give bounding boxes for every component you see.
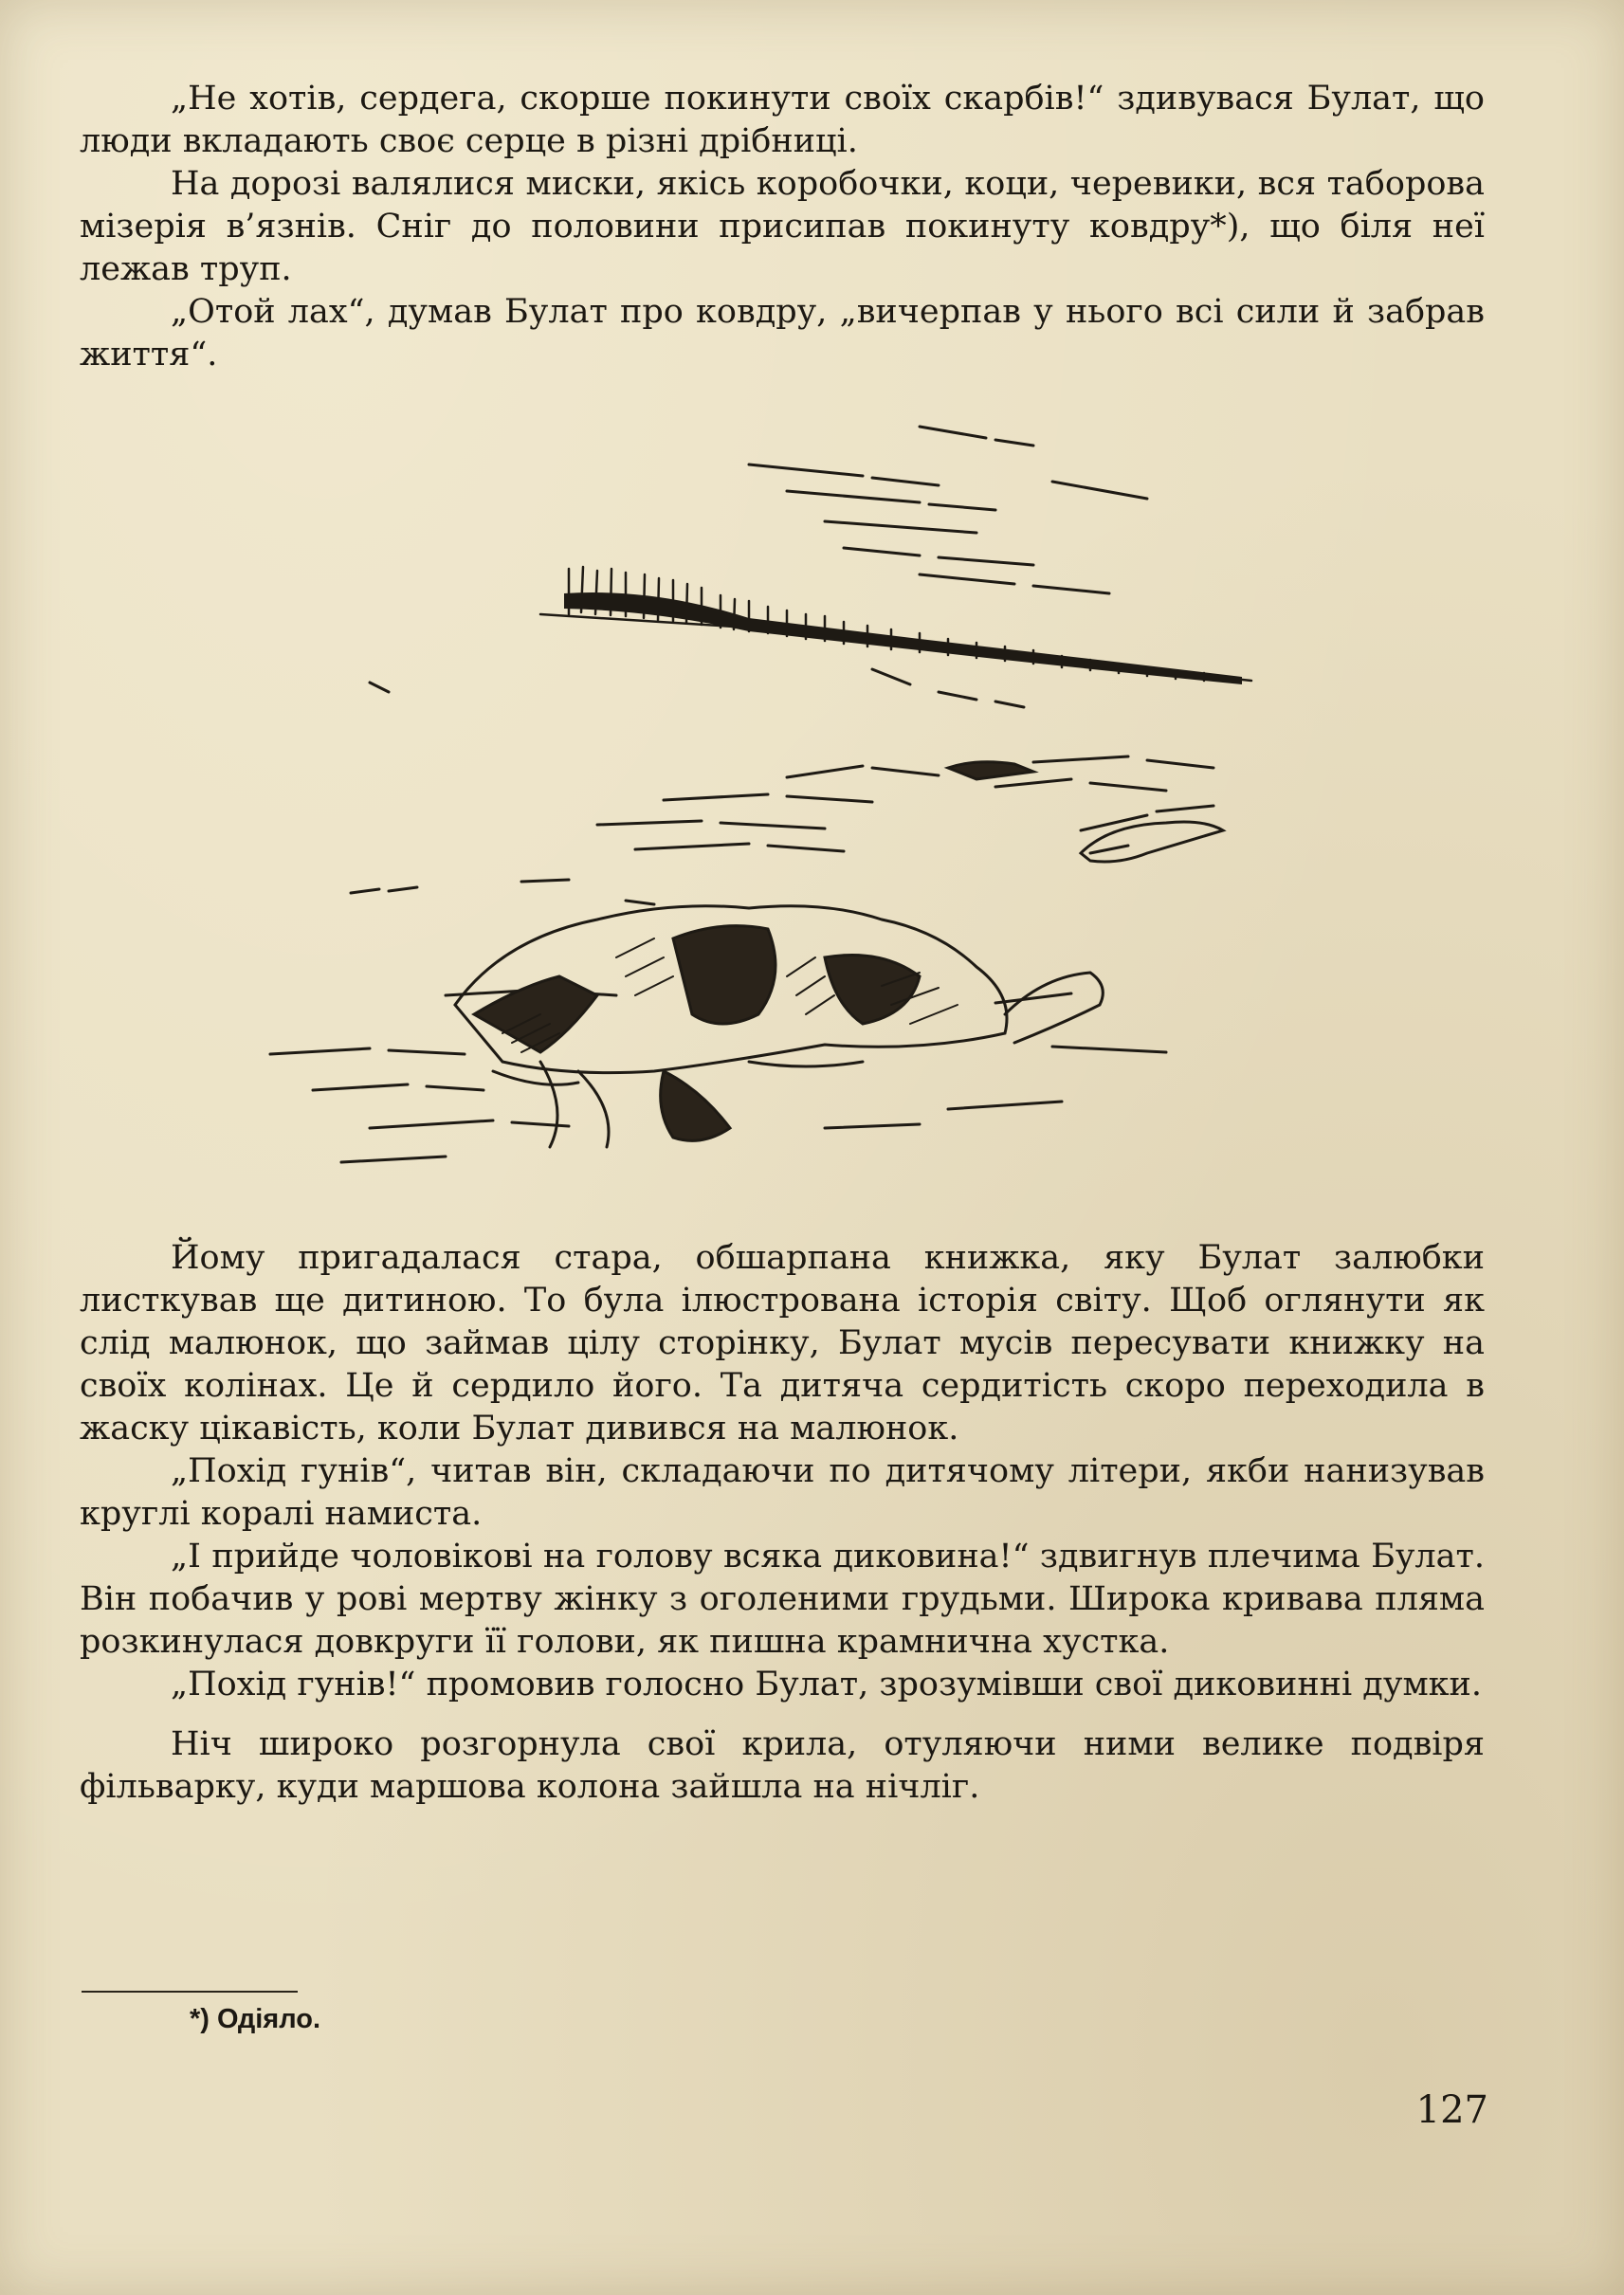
paragraph: „Похід гунів!“ промовив голосно Булат, зрозумівши свої диковинні думки. — [171, 1666, 1482, 1703]
scattered-objects — [948, 762, 1223, 862]
frozen-body — [455, 906, 1103, 1147]
footnote: *) Одіяло. — [190, 2004, 321, 2034]
column-mass — [564, 592, 1242, 684]
ground-strokes — [270, 669, 1213, 1162]
paragraph: „І прийде чоловікові на голову всяка диковина!“ здвигнув плечима Булат. Він побачив у рові мертву жінку з оголеними грудьми. Широка кривава пляма розкинулася довкруги її голови, як пишна крамнична хустка. — [80, 1538, 1485, 1661]
paragraph: На дорозі валялися миски, якісь коробочки, коци, черевики, вся таборова мізерія в’язнів. Сніг до половини присипав покинуту ковдру*), що біля неї лежав труп. — [80, 165, 1485, 288]
paragraph: Йому пригадалася стара, обшарпана книжка, яку Булат залюбки листкував ще дитиною. То була ілюстрована історія світу. Щоб оглянути як слід малюнок, що займав цілу сторінку, Булат мусів пересувати книжку на своїх колінах. Це й сердило його. Та дитяча сердитість скоро переходила в жаску цікавість, коли Булат дивився на малюнок. — [80, 1239, 1485, 1448]
page-number: 127 — [1415, 2088, 1488, 2132]
paragraph: „Не хотів, сердега, скорше покинути своїх скарбів!“ здивувася Булат, що люди вкладають своє серце в різні дрібниці. — [80, 80, 1485, 160]
paragraph: „Похід гунів“, читав він, складаючи по дитячому літери, якби нанизував круглі коралі намиста. — [80, 1452, 1485, 1533]
paragraph: „Отой лах“, думав Булат про ковдру, „вичерпав у нього всі сили й забрав життя“. — [80, 293, 1485, 373]
sky-streaks — [749, 427, 1147, 593]
paragraph: Ніч широко розгорнула свої крила, отуляючи ними велике подвіря фільварку, куди маршова колона зайшла на нічліг. — [80, 1725, 1485, 1806]
illustration-frozen-body — [256, 408, 1289, 1185]
footnote-divider — [82, 1991, 298, 1993]
text-block-bottom — [80, 1237, 1485, 1809]
text-block-top — [80, 78, 1485, 376]
marching-column — [540, 567, 1251, 681]
